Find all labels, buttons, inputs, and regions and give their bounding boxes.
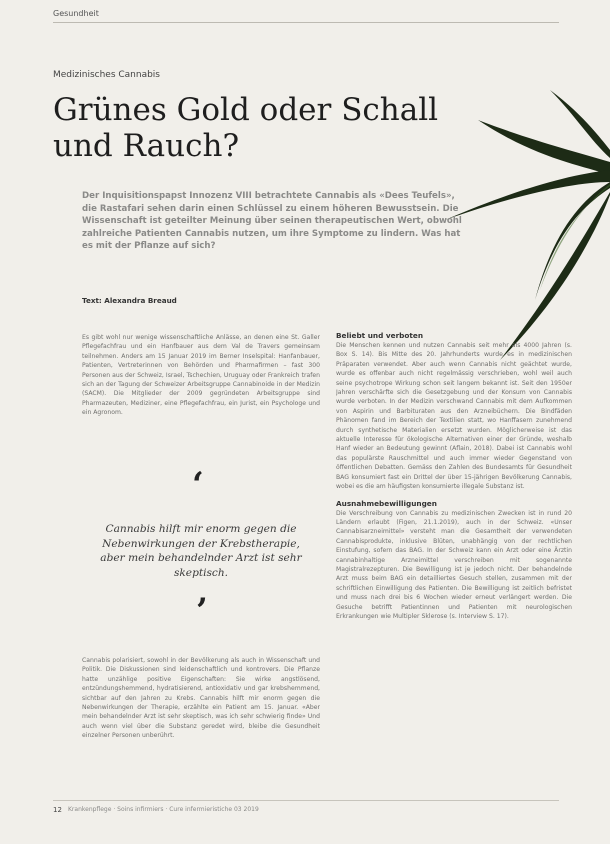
article-headline	[53, 92, 453, 164]
quote-close-icon: ’	[196, 591, 208, 631]
body-paragraph: Die Menschen kennen und nutzen Cannabis seit mehr als 4000 Jahren (s. Box S. 14). Bis Mitte des 20. Jahrhunderts wurde es in medizinischen Präparaten verwendet. Aber auch wenn Cannabis nicht geächtet wurde, wurde es offenbar auch nicht regelmässig verschrieben, wohl weil auch seine psychotrope Wirkung schon seit langem bekannt ist. Seit den 1950er Jahren verschärfte sich die Gesetzgebung und der Konsum von Cannabis wurde verboten. In der Medizin verschwand Cannabis mit dem Aufkommen von Aspirin und Barbituraten aus den Arzneibüchern. Die Bindfäden Phänomen fand im Bereich der Textilien statt, wo Hanffasern zunehmend durch synthetische Materialien ersetzt wurden. Möglicherweise ist das aktuelle Interesse für ökologische Alternativen einer der Gründe, weshalb Hanf wieder an Bedeutung gewinnt (Aflain, 2018). Dabei ist Cannabis wohl das populärste Rauschmittel und auch immer wieder Gegenstand von öffentlichen Debatten. Gemäss den Zahlen des Bundesamts für Gesundheit BAG konsumiert fast ein Drittel der über 15-jährigen Bevölkerung Cannabis, wobei es die am häufigsten konsumierte illegale Substanz ist.	[336, 342, 572, 491]
byline: Text: Alexandra Breaud	[82, 296, 177, 305]
subheading-beliebt: Beliebt und verboten	[336, 331, 424, 340]
quote-open-icon: ‘	[192, 465, 204, 505]
page-number: 12	[53, 806, 62, 814]
section-label: Gesundheit	[53, 9, 99, 18]
footer-publication: Krankenpflege · Soins infirmiers · Cure infermieristiche 03 2019	[68, 806, 259, 813]
body-paragraph: Die Verschreibung von Cannabis zu medizinischen Zwecken ist in rund 20 Ländern erlaubt (Figen, 21.1.2019), auch in der Schweiz. «Unser Cannabisarzneimittel» versteht man die Gesamtheit der verwendeten Cannabisprodukte, inklusive Blüten, unabhängig von der rechtlichen Einstufung, sofern das BAG. In der Schweiz kann ein Arzt oder eine Ärztin cannabinhaltige Arzneimittel verschreiben mit sogenannte Magistralrezepturen. Die Bewilligung ist je jedoch nicht. Der behandelnde Arzt muss beim BAG ein detailliertes Gesuch stellen, zusammen mit der schriftlichen Einwilligung des Patienten. Die Bewilligung ist zeitlich befristet und muss nach drei bis 6 Wochen wieder erneut verlängert werden. Die Gesuche betrifft Patientinnen und Patienten mit neurologischen Erkrankungen wie Multipler Sklerose (s. Interview S. 17).	[336, 509, 572, 620]
headline-line-2: und Rauch?	[53, 128, 240, 164]
top-divider	[53, 22, 559, 23]
lead-paragraph: Der Inquisitionspapst Innozenz VIII betrachtete Cannabis als «Dees Teufels», die Rastafari sehen darin einen Schlüssel zu einem höheren Bewusstsein. Die Wissenschaft ist geteilter Meinung über seinen therapeutischen Wert, obwohl zahlreiche Patienten Cannabis nutzen, um ihre Symptome zu lindern. Was hat es mit der Pflanze auf sich?	[82, 191, 462, 252]
body-column-left-bottom	[82, 656, 320, 780]
body-paragraph: Cannabis polarisiert, sowohl in der Bevölkerung als auch in Wissenschaft und Politik. Die Diskussionen sind leidenschaftlich und kontrovers. Die Pflanze hatte unzählige positive Eigenschaften: Sie wirke angstlösend, entzündungshemmend, hydratisierend, antioxidativ und gar krebshemmend, sichtbar auf den Jahren zu Krebs. Cannabis hilft mir enorm gegen die Nebenwirkungen der Therapie, erzählte ein Patient am 15. Januar. «Aber mein behandelnder Arzt ist sehr skeptisch, was ich sehr schwierig finde» Und auch wenn viel über die Substanz geredet wird, bleibe die Gesundheit einzelner Personen unberührt.	[82, 657, 320, 740]
subheading-ausnahmebewilligungen: Ausnahmebewilligungen	[336, 498, 437, 508]
pull-quote: Cannabis hilft mir enorm gegen die Nebenwirkungen der Krebstherapie, aber mein behandelnder Arzt ist sehr skeptisch.	[100, 523, 302, 579]
footer-divider	[53, 800, 559, 801]
body-paragraph: Es gibt wohl nur wenige wissenschaftliche Anlässe, an denen eine St. Galler Pflegefachfrau und ein Hanfbauer aus dem Val de Travers gemeinsam teilnehmen. Anders am 15 Januar 2019 im Berner Inselspital: Hanfanbauer, Patienten, Vertreterinnen von Behörden und Pharmafirmen – fast 300 Personen aus der Schweiz, Israel, Tschechien, Uruguay oder Frankreich trafen sich an der Tagung der Schweizer Arbeitsgruppe Cannabinoide in der Medizin (SACM). Die Mitglieder der 2009 gegründeten Arbeitsgruppe sind Pharmazeuten, Mediziner, eine Pflegefachfrau, ein Jurist, ein Psychologe und ein Agronom.	[82, 334, 320, 417]
body-column-left-top	[82, 333, 320, 433]
kicker: Medizinisches Cannabis	[53, 70, 160, 80]
headline-line-1: Grünes Gold oder Schall	[53, 92, 439, 128]
body-column-right	[336, 331, 572, 811]
